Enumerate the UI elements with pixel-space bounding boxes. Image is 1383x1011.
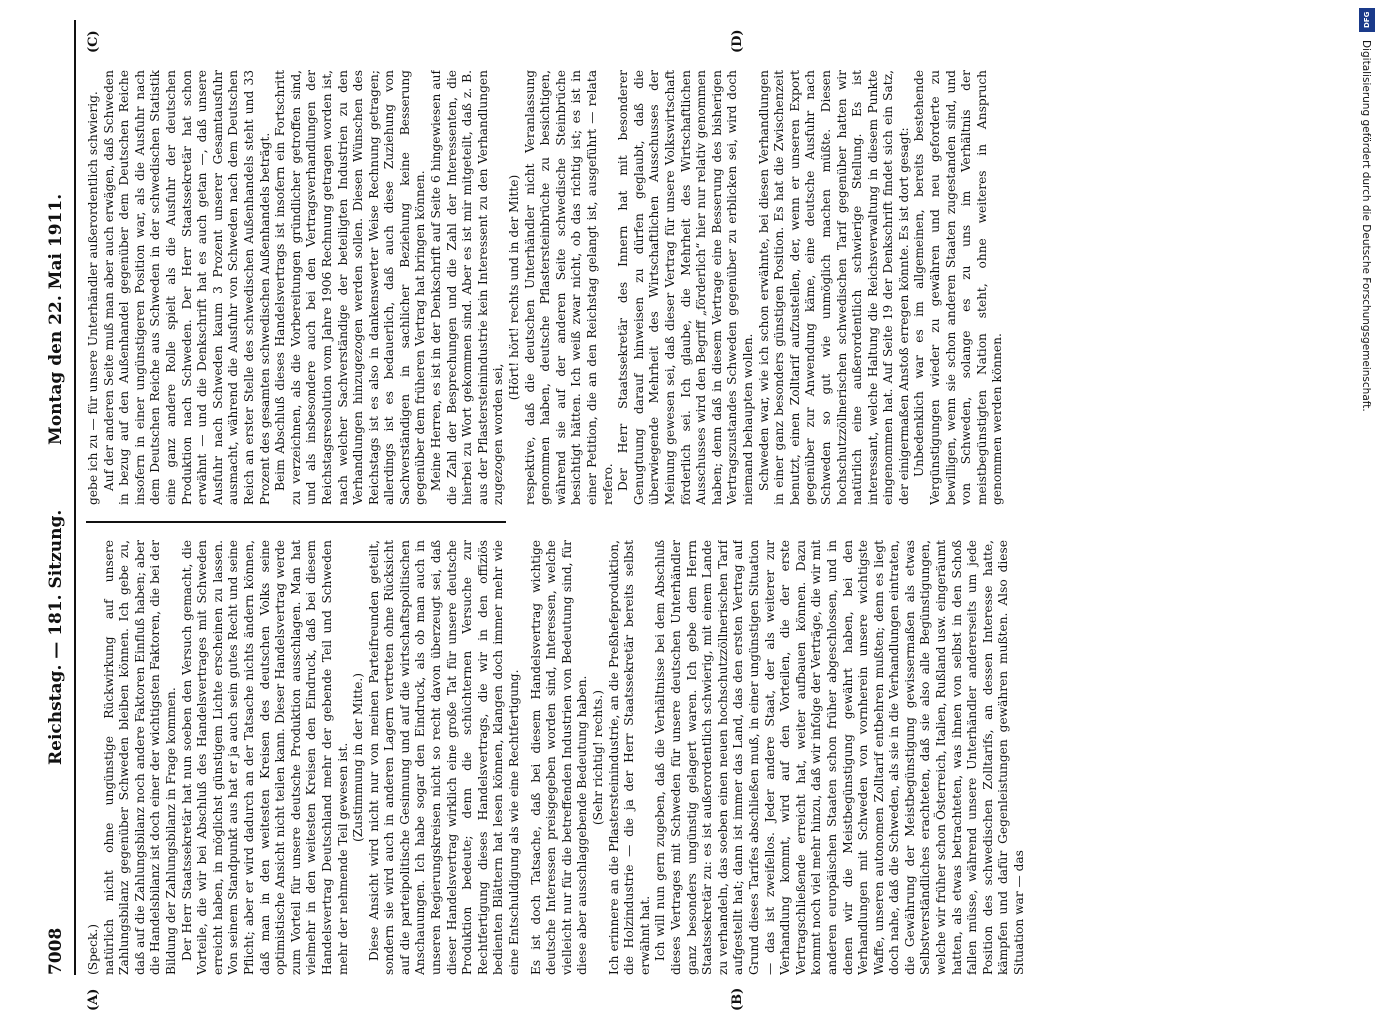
interjection: (Hört! hört! rechts und in der Mitte) xyxy=(507,174,522,401)
paragraph: natürlich nicht ohne ungünstige Rückwirkung auf unsere Zahlungsbilanz gegenüber Schweden bleiben können. Ich gebe zu, daß auf die Zahlungsbilanz noch andere Faktoren Einfluß haben; aber die Handelsbilanz ist doch einer der wichtigsten Faktoren, die bei der Bildung der Zahlungsbilanz in Frage kommen. xyxy=(101,540,178,975)
rotated-page xyxy=(40,20,1340,1011)
digitization-credit: Digitalisierung gefördert durch die Deutsche Forschungsgemeinschaft. xyxy=(1360,40,1372,412)
margin-mark-a: (A) xyxy=(86,988,101,1011)
header-session: Reichstag. — 181. Sitzung. xyxy=(46,509,66,765)
dfg-logo: DFG xyxy=(1359,8,1375,32)
margin-mark-d: (D) xyxy=(730,29,745,53)
paragraph: Es ist doch Tatsache, daß bei diesem Handelsvertrag wichtige deutsche Interessen preisgegeben worden sind, Interessen, welche vielleicht nur für die betreffenden Industrien von Bedeutung sind, für diese aber ausschlaggebende Bedeutung haben. xyxy=(528,540,590,975)
paragraph: Diese Ansicht wird nicht nur von meinen Parteifreunden geteilt, sondern sie wird auch in anderen Lagern vertreten ohne Rücksicht auf die parteipolitische Gesinnung und auf die wirtschaftspolitischen Anschauungen. Ich habe sogar den Eindruck, als ob man auch in unseren Regierungskreisen nicht so recht davon überzeugt sei, daß dieser Handelsvertrag wirklich eine große Tat für unsere deutsche Produktion bedeute; denn die schüchternen Versuche zur Rechtfertigung dieses Handelsvertrags, die wir in den offiziös bedienten Blättern hat lesen können, klangen doch immer mehr wie eine Entschuldigung als wie eine Rechtfertigung. xyxy=(366,540,522,975)
paragraph: Meine Herren, es ist in der Denkschrift auf Seite 6 hingewiesen auf die Zahl der Besprechungen und die Zahl der Interessenten, die hierbei zu Wort gekommen sind. Aber es ist mir mitgeteilt, daß z. B. aus der Pflastersteinindustrie kein Interessent zu den Verhandlungen zugezogen worden sei, xyxy=(429,70,506,505)
paragraph: (Speck.) xyxy=(86,924,100,975)
margin-mark-b: (B) xyxy=(730,987,745,1011)
paragraph: respektive, daß die deutschen Unterhändler nicht Veranlassung genommen haben, deutsche Pflastersteinbrüche zu besichtigen, während sie auf der anderen Seite schwedische Steinbrüche besichtigt hätten. Ich weiß zwar nicht, ob das richtig ist; es ist in einer Petition, die an den Reichstag gelangt ist, ausgeführt — relata refero. xyxy=(522,70,615,505)
paragraph: Beim Abschluß dieses Handelsvertrags ist insofern ein Fortschritt zu verzeichnen, als die Vorbereitungen gründlicher getroffen sind, und als insbesondere auch bei den Vertragsverhandlungen der Reichstagsresolution vom Jahre 1906 Rechnung getragen worden ist, nach welcher Sachverständige der beteiligten Industrien zu den Verhandlungen hinzugezogen werden sollen. Diesen Wünschen des Reichstags ist es also in dankenswerter Weise Rechnung getragen; allerdings ist es bedauerlich, daß auch diese Zuziehung von Sachverständigen in sachlicher Beziehung keine Besserung gegenüber dem früheren Vertrag hat bringen können. xyxy=(273,70,428,505)
column-divider xyxy=(86,521,506,523)
page-header xyxy=(40,20,76,975)
paragraph: Auf der anderen Seite muß man aber auch erwägen, daß Schweden in bezug auf den Außenhandel gegenüber dem Deutschen Reiche insofern in einer ungünstigeren Position war, als die Ausfuhr nach dem Deutschen Reiche aus Schweden in der schwedischen Statistik eine ganz andere Rolle spielt als die Ausfuhr der deutschen Produktion nach Schweden. Der Herr Staatssekretär hat schon erwähnt — und die Denkschrift hat es auch getan —, daß unsere Ausfuhr nach Schweden kaum 3 Prozent unserer Gesamtausfuhr ausmacht, während die Ausfuhr von Schweden nach dem Deutschen Reich an erster Stelle des schwedischen Außenhandels steht und 33 Prozent des gesamten schwedischen Außenhandels beträgt. xyxy=(101,70,272,505)
margin-mark-c: (C) xyxy=(86,30,101,53)
paragraph: gebe ich zu — für unsere Unterhändler außerordentlich schwierig. xyxy=(86,91,100,505)
header-date: Montag den 22. Mai 1911. xyxy=(46,193,66,445)
paragraph: Der Herr Staatssekretär des Innern hat mit besonderer Genugtuung darauf hinweisen zu dürfen geglaubt, daß die überwiegende Mehrheit des Wirtschaftlichen Ausschusses der Meinung gewesen sei, daß dieser Vertrag für unsere Volkswirtschaft förderlich sei. Ich glaube, die Mehrheit des Wirtschaftlichen Ausschusses wird den Begriff „förderlich“ hier nur relativ genommen haben; denn daß in diesem Vertrage eine Besserung des bisherigen Vertragszustandes Schweden gegenüber zu erblicken sei, wird doch niemand behaupten wollen. xyxy=(616,70,755,505)
paragraph: Schweden war, wie ich schon erwähnte, bei diesen Verhandlungen in einer ganz besonders günstigen Position. Es hat die Zwischenzeit benutzt, einen Zolltarif aufzustellen, der, wenn er unseren Export gegenüber zur Anwendung käme, eine deutsche Ausfuhr nach Schweden so gut wie unmöglich machen müßte. Diesen hochschutzzöllnerischen schwedischen Tarif gegenüber hatten wir natürlich eine außerordentlich schwierige Stellung. Es ist interessant, welche Haltung die Reichsverwaltung in diesem Punkte eingenommen hat. Auf Seite 19 der Denkschrift findet sich ein Satz, der einigermaßen Anstoß erregen könnte. Es ist dort gesagt: xyxy=(756,70,911,505)
dfg-credit-strip xyxy=(1356,8,1378,993)
paragraph: Unbedenklich war es im allgemeinen, bereits bestehende Vergünstigungen wieder zu gewähren und neu geforderte zu bewilligen, wenn sie schon anderen Staaten zugestanden sind, und von Schweden, solange es zu uns im Verhältnis der meistbegünstigten Nation steht, ohne weiteres in Anspruch genommen werden können. xyxy=(912,70,1005,505)
interjection: (Sehr richtig! rechts.) xyxy=(591,689,605,826)
paragraph: Der Herr Staatssekretär hat nun soeben den Versuch gemacht, die Vorteile, die wir bei Abschluß des Handelsvertrages mit Schweden erreicht haben, in möglichst günstigem Lichte erscheinen zu lassen. Von seinem Standpunkt aus hat er ja auch sein gutes Recht und seine Pflicht; aber er wird dadurch an der Tatsache nichts ändern können, daß man in den weitesten Kreisen des deutschen Volks seine optimistische Ansicht nicht teilen kann. Dieser Handelsvertrag werde zum Vorteil für unsere deutsche Produktion ausschlagen. Man hat vielmehr in den weitesten Kreisen den Eindruck, daß bei diesem Handelsvertrag Deutschland mehr der gebende Teil und Schweden mehr der nehmende Teil gewesen ist. xyxy=(179,540,350,975)
paragraph: Ich erinnere an die Pflastersteinindustrie, an die Preßhefeproduktion, die Holzindustrie — die ja der Herr Staatssekretär bereits selbst erwähnt hat. xyxy=(606,540,652,975)
paragraph: Ich will nun gern zugeben, daß die Verhältnisse bei dem Abschluß dieses Vertrages mit Schweden für unsere deutschen Unterhändler ganz besonders ungünstig gelagert waren. Ich gebe dem Herrn Staatssekretär zu: es ist außerordentlich schwierig, mit einem Lande zu verhandeln, das soeben einen neuen hochschutzzöllnerischen Tarif aufgestellt hat; dann ist immer das Land, das den ersten Vertrag auf Grund dieses Tarifes abschließen muß, in einer ungünstigen Situation — das ist zweifellos. Jeder andere Staat, der als weiterer zur Verhandlung kommt, wird auf den Vorteilen, die der erste Vertragschließende erreicht hat, weiter aufbauen können. Dazu kommt noch viel mehr hinzu, daß wir infolge der Verträge, die wir mit anderen europäischen Staaten schon früher abgeschlossen, und in denen wir die Meistbegünstigung gewährt haben, bei den Verhandlungen mit Schweden von vornherein unsere wichtigste Waffe, unseren autonomen Zolltarif entbehren mußten; denn es liegt doch nahe, daß die Schweden, als sie in die Verhandlungen eintraten, die Gewährung der Meistbegünstigung gewissermaßen als etwas Selbstverständliches erachteten, daß sie also alle Begünstigungen, welche wir früher schon Österreich, Italien, Rußland usw. eingeräumt hatten, als etwas betrachteten, was ihnen von selbst in den Schoß fallen müsse, während unsere Unterhändler andererseits um jede Position des schwedischen Zolltarifs, an dessen Interesse hatte, kämpfen und dafür Gegenleistungen gewähren mußten. Also diese Situation war — das xyxy=(653,540,1027,975)
text-column-left xyxy=(86,540,1326,975)
page-number: 7008 xyxy=(46,927,66,975)
text-column-right xyxy=(86,70,1326,505)
interjection: (Zustimmung in der Mitte.) xyxy=(351,673,366,842)
